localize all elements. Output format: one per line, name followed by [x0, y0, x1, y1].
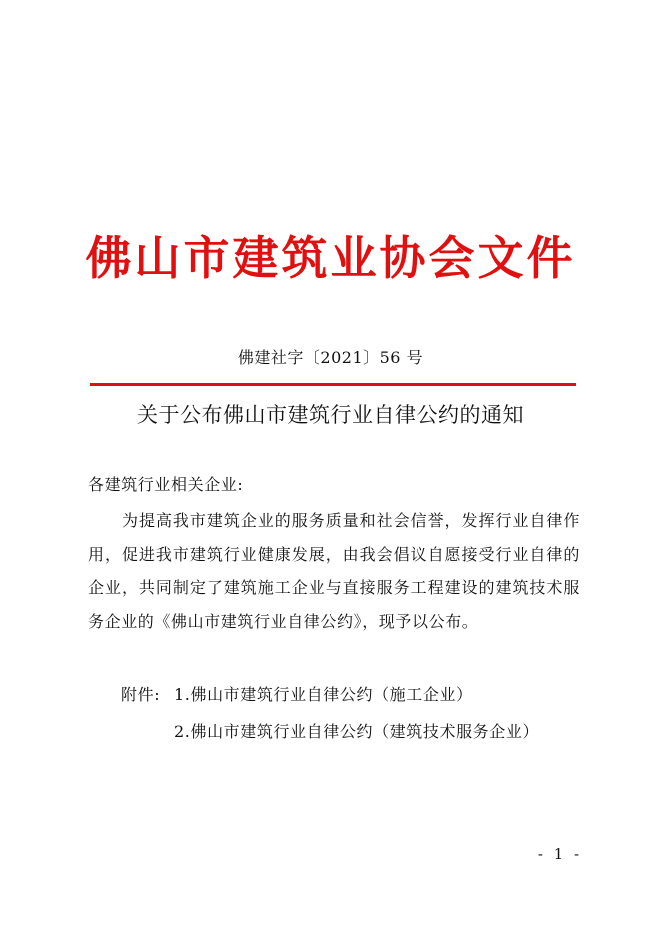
salutation: 各建筑行业相关企业:: [88, 475, 244, 494]
notice-title: 关于公布佛山市建筑行业自律公约的通知: [137, 403, 524, 427]
red-divider-line: [90, 383, 576, 386]
document-number: 佛建社字〔2021〕56 号: [237, 348, 424, 367]
attachment-item: 2.佛山市建筑行业自律公约（建筑技术服务企业）: [174, 722, 540, 741]
page-number: - 1 -: [537, 845, 583, 863]
body-paragraph: 为提高我市建筑企业的服务质量和社会信誉，发挥行业自律作用，促进我市建筑行业健康发展，由我会倡议自愿接受行业自律的企业，共同制定了建筑施工企业与直接服务工程建设的建筑技术服务企业的《佛山市建筑行业自律公约》，现予以公布。: [88, 511, 580, 631]
attachment-label: 附件:: [121, 685, 161, 704]
attachment-item: 1.佛山市建筑行业自律公约（施工企业）: [174, 685, 473, 704]
document-header-title: 佛山市建筑业协会文件: [85, 231, 576, 285]
